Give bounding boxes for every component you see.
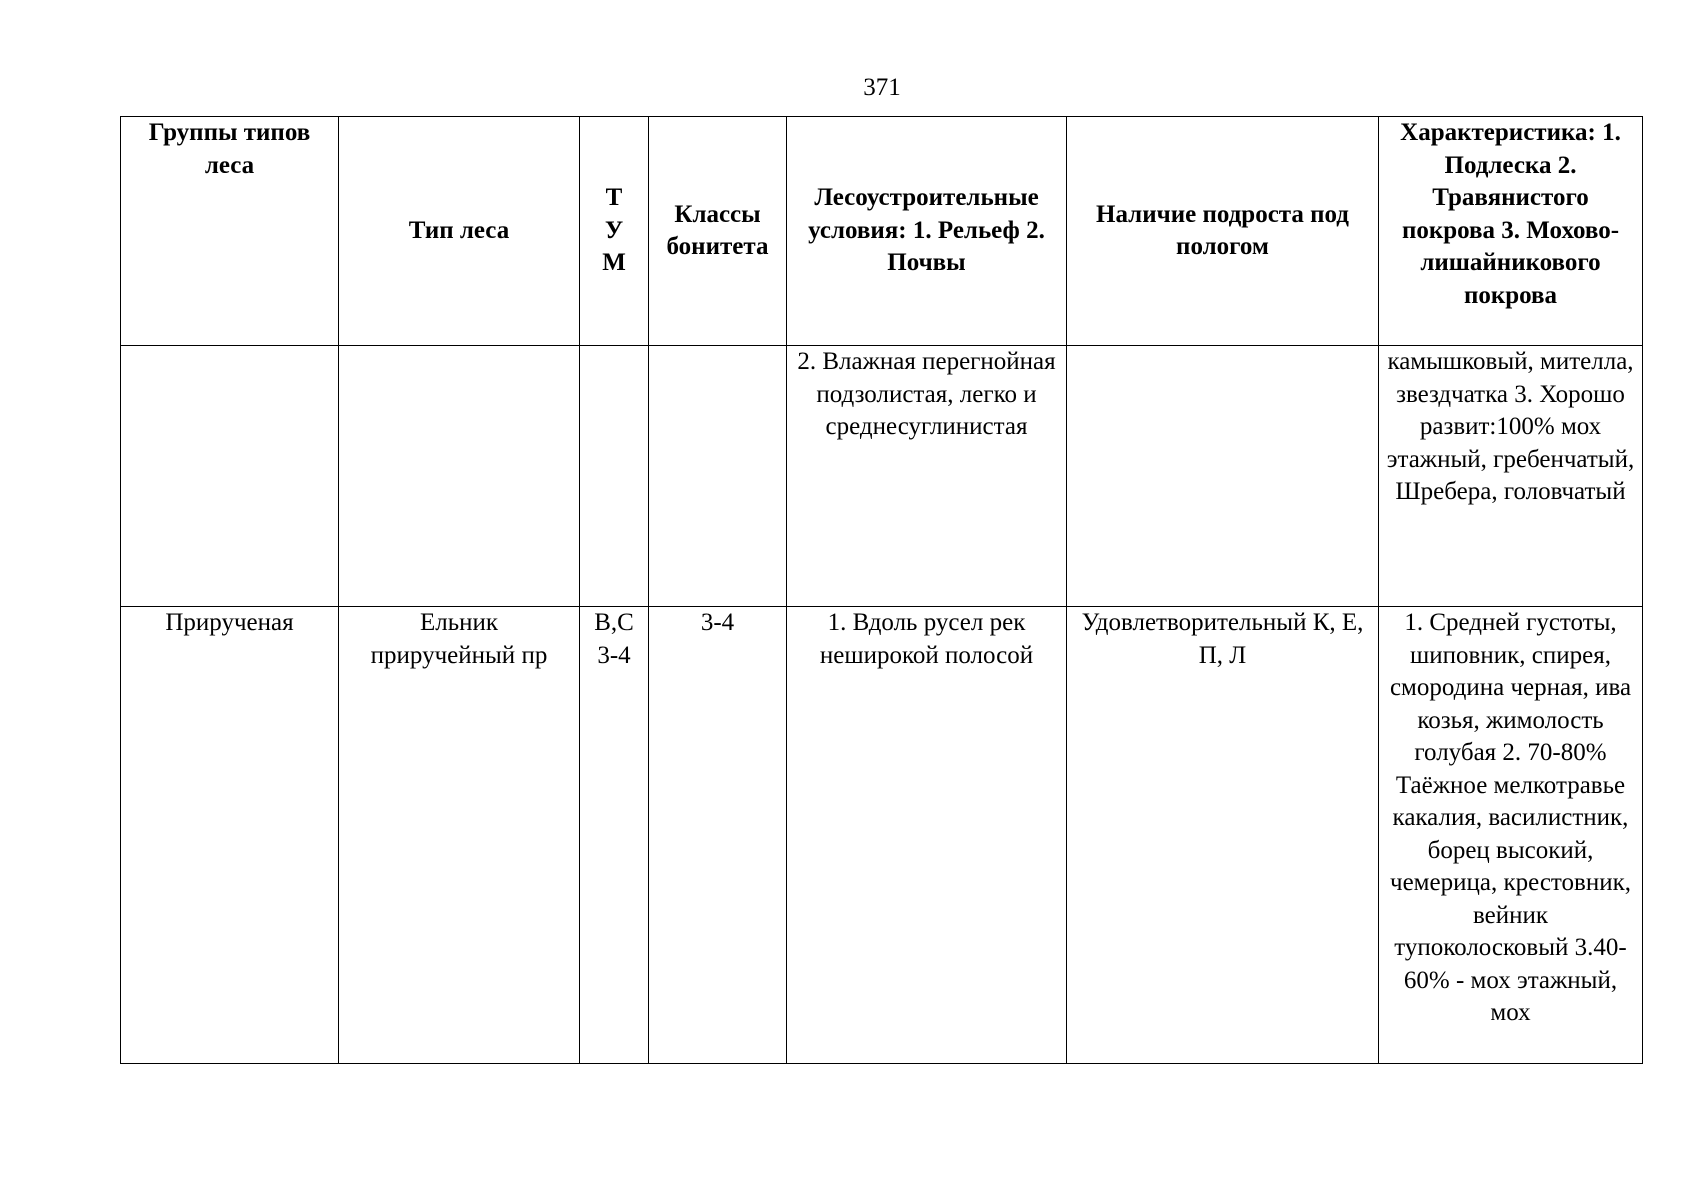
cell-undergrowth: Удовлетворительный К, Е, П, Л bbox=[1067, 607, 1379, 1064]
cell-bonitet: 3-4 bbox=[649, 607, 787, 1064]
cell-tum bbox=[580, 607, 649, 1064]
table-header-row bbox=[121, 117, 1643, 346]
cell-conditions: 2. Влажная перегнойная подзолистая, легко и среднесуглинистая bbox=[787, 346, 1067, 607]
table-row bbox=[121, 346, 1643, 607]
header-type: Тип леса bbox=[339, 117, 580, 346]
cell-type bbox=[339, 346, 580, 607]
header-tum bbox=[580, 117, 649, 346]
cell-conditions: 1. Вдоль русел рек неширокой полосой bbox=[787, 607, 1067, 1064]
header-group: Группы типов леса bbox=[121, 117, 339, 346]
header-tum-t: Т bbox=[605, 184, 623, 212]
table-row bbox=[121, 607, 1643, 1064]
cell-group: Прирученая bbox=[121, 607, 339, 1064]
cell-group bbox=[121, 346, 339, 607]
cell-undergrowth bbox=[1067, 346, 1379, 607]
header-characteristic: Характеристика: 1. Подлеска 2. Травянистого покрова 3. Мохово-лишайникового покрова bbox=[1379, 117, 1643, 346]
cell-characteristic: 1. Средней густоты, шиповник, спирея, смородина черная, ива козья, жимолость голубая 2. 70-80% Таёжное мелкотравье какалия, василистник, борец высокий, чемерица, крестовник, вейник тупоколосковый 3.40-60% - мох этажный, мох bbox=[1379, 607, 1643, 1064]
forest-types-table bbox=[120, 116, 1643, 1064]
page-number: 371 bbox=[863, 74, 901, 101]
header-tum-m: М bbox=[602, 249, 626, 277]
header-bonitet: Классы бонитета bbox=[649, 117, 787, 346]
cell-tum-line-1: В,С bbox=[594, 609, 634, 636]
cell-type: Ельник приручейный пр bbox=[339, 607, 580, 1064]
header-conditions: Лесоустроительные условия: 1. Рельеф 2. Почвы bbox=[787, 117, 1067, 346]
header-tum-u: У bbox=[604, 216, 624, 244]
header-undergrowth: Наличие подроста под пологом bbox=[1067, 117, 1379, 346]
cell-tum-line-2: 3-4 bbox=[597, 641, 631, 669]
cell-bonitet bbox=[649, 346, 787, 607]
cell-characteristic: камышковый, мителла, звездчатка 3. Хорошо развит:100% мох этажный, гребенчатый, Шребера, головчатый bbox=[1379, 346, 1643, 607]
cell-tum bbox=[580, 346, 649, 607]
